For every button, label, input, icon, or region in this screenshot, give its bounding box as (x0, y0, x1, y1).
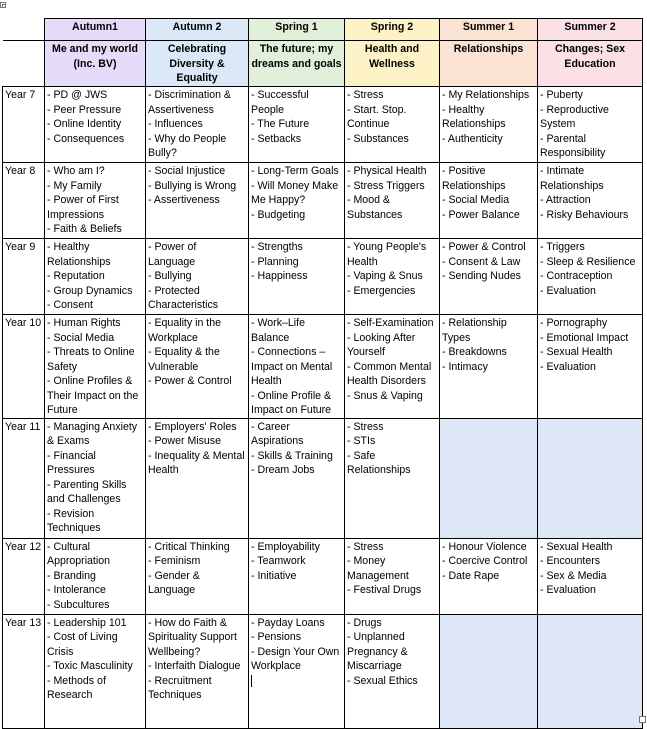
topic-cell[interactable] (45, 163, 146, 239)
topic-item: - Festival Drugs (347, 584, 422, 596)
topic-item: - Money Management (347, 555, 409, 582)
topic-item: - Contraception (540, 270, 613, 282)
topic-cell[interactable] (146, 538, 249, 614)
topic-item: - Leadership 101 (47, 616, 127, 629)
topic-item: - Group Dynamics (47, 284, 133, 297)
topic-cell[interactable] (249, 418, 345, 538)
topic-item: - Interfaith Dialogue (148, 660, 241, 672)
topic-cell[interactable] (440, 87, 538, 163)
topic-item: - Who am I? (47, 165, 105, 177)
topic-item: - Bullying is Wrong (148, 179, 237, 192)
topic-item: - Financial Pressures (47, 449, 96, 476)
topic-cell[interactable] (538, 315, 643, 419)
curriculum-body (3, 87, 643, 729)
topic-item: - Intolerance (47, 584, 106, 596)
topic-item: - Pensions (251, 631, 302, 643)
theme-header: Celebrating Diversity & Equality (146, 41, 249, 87)
theme-header: Health and Wellness (345, 41, 440, 87)
term-header: Summer 1 (440, 19, 538, 41)
topic-item: - Evaluation (540, 584, 596, 596)
topic-item: - Assertiveness (148, 194, 220, 206)
topic-item: - Reproductive System (540, 103, 609, 130)
topic-item: - Consent & Law (442, 255, 521, 268)
table-row (3, 87, 643, 163)
table-row (3, 614, 643, 728)
topic-item: - Looking After Yourself (347, 331, 416, 358)
topic-item: - Influences (148, 118, 203, 130)
term-header: Autumn 2 (146, 19, 249, 41)
topic-cell[interactable] (345, 87, 440, 163)
topic-item: - My Relationships (442, 89, 530, 101)
topic-item: - Social Media (442, 194, 510, 206)
empty-cell[interactable] (538, 418, 643, 538)
topic-item: - Authenticity (442, 132, 503, 145)
topic-item: - Consent (47, 299, 93, 311)
topic-item: - Teamwork (251, 555, 306, 567)
topic-item: - Self-Examination (347, 317, 434, 329)
topic-cell[interactable] (440, 163, 538, 239)
topic-item: - Cultural Appropriation (47, 540, 111, 567)
term-header: Autumn1 (45, 19, 146, 41)
topic-item: - Honour Violence (442, 540, 527, 553)
topic-item: - Young People's Health (347, 241, 427, 268)
table-resize-handle-icon[interactable] (639, 716, 646, 723)
topic-item: - Equality & the Vulnerable (148, 346, 220, 373)
topic-cell[interactable] (45, 614, 146, 728)
topic-item: - Setbacks (251, 132, 302, 145)
topic-item: - Emergencies (347, 284, 416, 297)
topic-item: - Design Your Own Workplace (251, 645, 340, 672)
year-label: Year 11 (3, 418, 45, 538)
topic-item: - Subcultures (47, 598, 110, 611)
table-row (3, 315, 643, 419)
topic-cell[interactable] (538, 239, 643, 315)
topic-cell[interactable] (440, 315, 538, 419)
table-row (3, 538, 643, 614)
topic-item: - Breakdowns (442, 346, 507, 358)
term-header: Spring 2 (345, 19, 440, 41)
topic-item: - Safe Relationships (347, 449, 411, 476)
topic-item: - Stress (347, 420, 384, 433)
topic-item: - Attraction (540, 194, 591, 206)
topic-cell[interactable] (345, 614, 440, 728)
term-header: Summer 2 (538, 19, 643, 41)
topic-cell[interactable] (146, 315, 249, 419)
theme-header: Me and my world (Inc. BV) (45, 41, 146, 87)
topic-item: - Dream Jobs (251, 464, 315, 476)
table-move-handle-icon[interactable] (0, 2, 6, 8)
topic-item: - Emotional Impact (540, 331, 629, 344)
theme-header: The future; my dreams and goals (249, 41, 345, 87)
topic-cell[interactable] (538, 163, 643, 239)
table-row (3, 239, 643, 315)
topic-item: - Risky Behaviours (540, 208, 629, 221)
topic-cell[interactable] (345, 315, 440, 419)
theme-header: Changes; Sex Education (538, 41, 643, 87)
topic-item: - Sending Nudes (442, 270, 521, 282)
topic-item: - Encounters (540, 555, 601, 567)
topic-item: - Physical Health (347, 165, 427, 177)
topic-item: - Substances (347, 132, 409, 145)
topic-item: - Online Profiles & Their Impact on the Future (47, 375, 139, 416)
topic-item: - Online Identity (47, 118, 122, 130)
topic-item: - Faith & Beliefs (47, 223, 122, 235)
topic-item: - Happiness (251, 270, 308, 282)
topic-cell[interactable] (146, 614, 249, 728)
topic-cell[interactable] (249, 163, 345, 239)
topic-item: - STIs (347, 435, 376, 447)
curriculum-table (2, 18, 643, 729)
topic-item: - Power Balance (442, 208, 520, 221)
corner-cell (3, 19, 45, 41)
topic-cell[interactable] (345, 418, 440, 538)
year-label: Year 10 (3, 315, 45, 419)
topic-item: - Cost of Living Crisis (47, 631, 118, 658)
theme-header-row (3, 41, 643, 87)
theme-header: Relationships (440, 41, 538, 87)
topic-item: - Pornography (540, 317, 608, 329)
year-label: Year 13 (3, 614, 45, 728)
topic-item: - Connections – Impact on Mental Health (251, 346, 333, 387)
topic-item: - Critical Thinking (148, 540, 230, 553)
term-header: Spring 1 (249, 19, 345, 41)
topic-item: - Employability (251, 540, 320, 553)
topic-cell[interactable] (45, 538, 146, 614)
topic-item: - Parental Responsibility (540, 132, 606, 159)
topic-item: - Consequences (47, 132, 125, 145)
topic-cell[interactable] (146, 239, 249, 315)
empty-cell[interactable] (440, 418, 538, 538)
topic-item: - Intimate Relationships (540, 165, 604, 192)
topic-item: - Career Aspirations (251, 420, 304, 447)
topic-item: - Common Mental Health Disorders (347, 360, 432, 387)
topic-cell[interactable] (45, 87, 146, 163)
topic-item: - Intimacy (442, 360, 488, 373)
topic-item: - Social Media (47, 331, 115, 344)
topic-item: - Unplanned Pregnancy & Miscarriage (347, 631, 408, 672)
topic-item: - Mood & Substances (347, 194, 403, 221)
topic-item: - Power & Control (442, 241, 526, 253)
topic-cell[interactable] (146, 87, 249, 163)
topic-item: - Methods of Research (47, 674, 106, 701)
year-label: Year 8 (3, 163, 45, 239)
topic-item: - Sexual Health (540, 346, 613, 358)
topic-cell[interactable] (538, 538, 643, 614)
topic-item: - Why do People Bully? (148, 132, 227, 159)
topic-item: - Branding (47, 569, 96, 582)
topic-cell[interactable] (45, 239, 146, 315)
topic-item: - Relationship Types (442, 317, 507, 344)
topic-item: - Revision Techniques (47, 507, 101, 534)
topic-item: - Online Profile & Impact on Future (251, 389, 332, 416)
topic-item: - How do Faith & Spirituality Support Wellbeing? (148, 616, 237, 658)
topic-item: - Drugs (347, 616, 382, 629)
topic-item: - Managing Anxiety & Exams (47, 420, 138, 447)
topic-cell[interactable] (249, 87, 345, 163)
topic-item: - Reputation (47, 270, 105, 282)
topic-item: - Will Money Make Me Happy? (251, 179, 339, 206)
topic-item: - Start. Stop. Continue (347, 103, 407, 130)
topic-cell[interactable] (146, 418, 249, 538)
corner-cell (3, 41, 45, 87)
topic-item: - Power Misuse (148, 435, 221, 447)
topic-item: - Power of Language (148, 241, 197, 268)
topic-cell[interactable] (440, 239, 538, 315)
topic-item: - Peer Pressure (47, 103, 122, 116)
topic-item: - Toxic Masculinity (47, 660, 133, 672)
topic-item: - Threats to Online Safety (47, 346, 135, 373)
topic-item: - Sex & Media (540, 569, 607, 582)
topic-item: - Puberty (540, 89, 583, 101)
year-label: Year 7 (3, 87, 45, 163)
topic-item: - Successful People (251, 89, 309, 116)
topic-item: - Sexual Health (540, 540, 613, 553)
topic-item: - Budgeting (251, 208, 306, 221)
topic-item: - Initiative (251, 569, 297, 582)
topic-cell[interactable] (146, 163, 249, 239)
topic-item: - My Family (47, 179, 102, 192)
topic-item: - Recruitment Techniques (148, 674, 212, 701)
topic-item: - Strengths (251, 241, 303, 253)
year-label: Year 9 (3, 239, 45, 315)
topic-item: - Triggers (540, 241, 585, 253)
topic-item: - Evaluation (540, 284, 596, 297)
topic-item: - Snus & Vaping (347, 389, 423, 402)
topic-item: - Parenting Skills and Challenges (47, 478, 127, 505)
table-row (3, 418, 643, 538)
topic-item: - Long-Term Goals (251, 165, 339, 177)
topic-item: - Stress (347, 540, 384, 553)
topic-item: - Healthy Relationships (442, 103, 506, 130)
topic-item: - Employers' Roles (148, 420, 237, 433)
topic-cell[interactable] (45, 418, 146, 538)
topic-item: - Bullying (148, 270, 192, 282)
topic-item: - PD @ JWS (47, 89, 108, 101)
topic-cell[interactable] (345, 538, 440, 614)
topic-item: - Positive Relationships (442, 165, 506, 192)
topic-item: - Date Rape (442, 569, 500, 582)
topic-cell[interactable] (345, 239, 440, 315)
topic-item: - The Future (251, 118, 310, 130)
topic-item: - Stress Triggers (347, 179, 425, 192)
topic-item: - Social Injustice (148, 165, 226, 177)
topic-cell[interactable] (538, 87, 643, 163)
topic-cell[interactable] (440, 538, 538, 614)
topic-item: - Planning (251, 255, 299, 268)
topic-cell[interactable] (45, 315, 146, 419)
topic-item: - Human Rights (47, 317, 121, 329)
topic-item: - Discrimination & Assertiveness (148, 89, 232, 116)
topic-cell[interactable] (249, 538, 345, 614)
term-header-row (3, 19, 643, 41)
topic-cell[interactable] (345, 163, 440, 239)
topic-cell[interactable] (249, 315, 345, 419)
topic-item: - Power of First Impressions (47, 194, 119, 221)
topic-item: - Coercive Control (442, 555, 528, 567)
topic-item: - Skills & Training (251, 449, 333, 462)
topic-item: - Evaluation (540, 360, 596, 373)
topic-item: - Healthy Relationships (47, 241, 111, 268)
year-label: Year 12 (3, 538, 45, 614)
empty-cell[interactable] (538, 614, 643, 728)
topic-cell[interactable] (249, 239, 345, 315)
topic-item: - Gender & Language (148, 569, 200, 596)
topic-cell[interactable] (249, 614, 345, 728)
topic-item: - Feminism (148, 555, 201, 567)
topic-item: - Vaping & Snus (347, 270, 423, 282)
topic-item: - Payday Loans (251, 616, 325, 629)
topic-item: - Sleep & Resilience (540, 255, 636, 268)
topic-item: - Equality in the Workplace (148, 317, 222, 344)
topic-item: - Inequality & Mental Health (148, 449, 245, 476)
table-row (3, 163, 643, 239)
text-cursor (251, 675, 252, 687)
topic-item: - Stress (347, 89, 384, 101)
topic-item: - Protected Characteristics (148, 284, 219, 311)
topic-item: - Sexual Ethics (347, 674, 418, 687)
empty-cell[interactable] (440, 614, 538, 728)
topic-item: - Power & Control (148, 375, 232, 387)
topic-item: - Work–Life Balance (251, 317, 305, 344)
